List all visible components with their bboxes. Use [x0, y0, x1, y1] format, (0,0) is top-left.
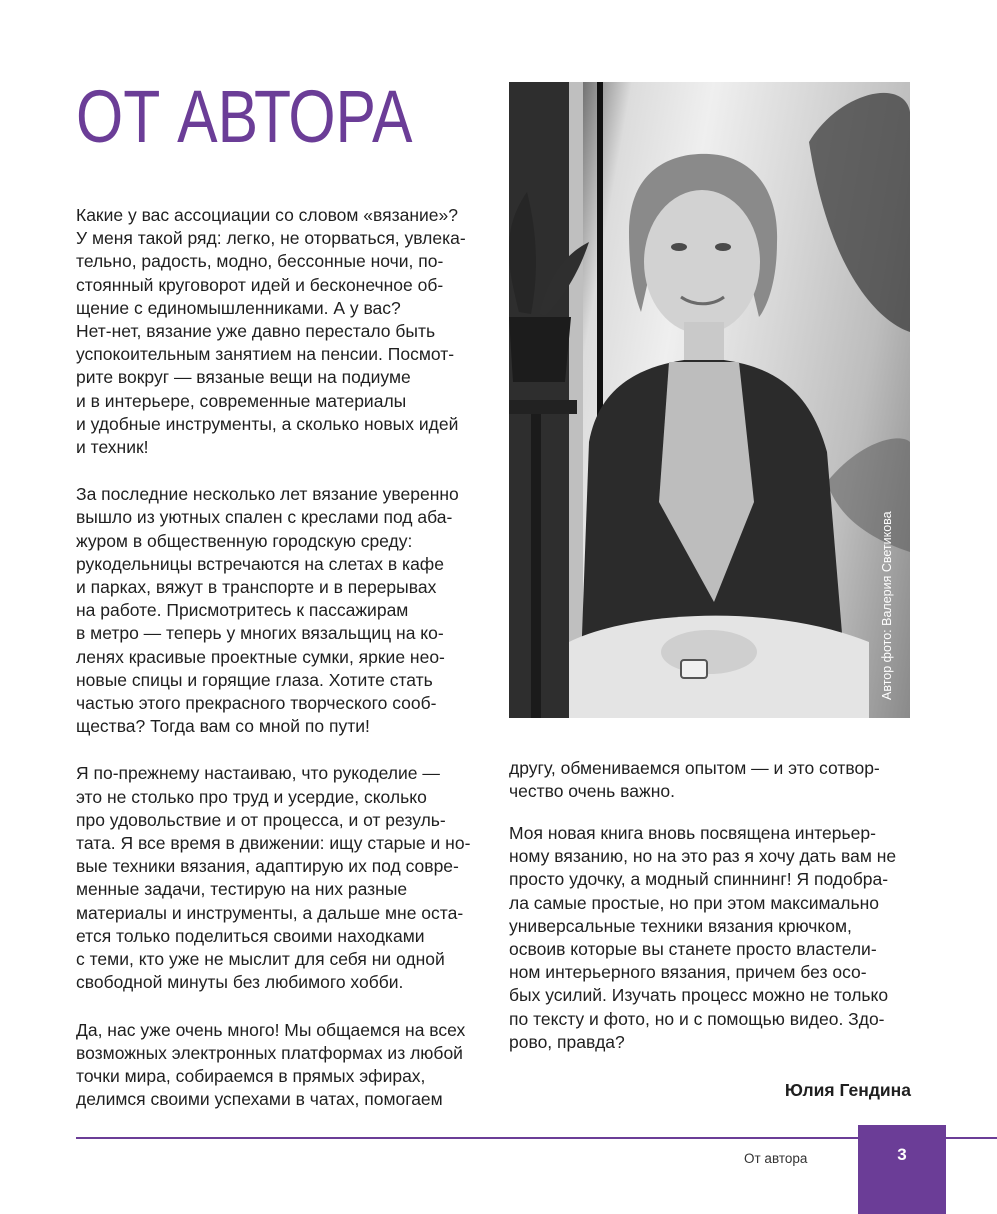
text-line: бых усилий. Изучать процесс можно не только: [509, 985, 889, 1006]
text-line: Нет-нет, вязание уже давно перестало быть: [76, 321, 436, 342]
paragraph-2: [76, 483, 492, 738]
text-line: и в интерьере, современные материалы: [76, 390, 407, 411]
text-line: щества? Тогда вам со мной по пути!: [76, 716, 370, 737]
text-line: в метро — теперь у многих вязальщиц на ко-: [76, 623, 444, 644]
text-line: про удовольствие и от процесса, и от резуль-: [76, 809, 446, 830]
text-line: свободной минуты без любимого хобби.: [76, 972, 404, 993]
paragraph-4-continued: [509, 757, 925, 803]
text-line: делимся своими успехами в чатах, помогаем: [76, 1089, 443, 1110]
text-line: стоянный круговорот идей и бесконечное об-: [76, 274, 444, 295]
page-number: 3: [897, 1145, 907, 1164]
text-line: рите вокруг — вязаные вещи на подиуме: [76, 367, 411, 388]
text-line: тата. Я все время в движении: ищу старые и но-: [76, 833, 471, 854]
author-photo: [509, 82, 910, 718]
text-line: точки мира, собираемся в прямых эфирах,: [76, 1065, 426, 1086]
text-line: журом в общественную городскую среду:: [76, 530, 413, 551]
text-line: на работе. Присмотритесь к пассажирам: [76, 600, 409, 621]
text-line: ла самые простые, но при этом максимально: [509, 892, 879, 913]
text-line: Моя новая книга вновь посвящена интерьер-: [509, 823, 876, 843]
text-line: Да, нас уже очень много! Мы общаемся на всех: [76, 1019, 466, 1040]
author-signature: Юлия Гендина: [784, 1080, 911, 1100]
text-line: менные задачи, тестирую на них разные: [76, 879, 408, 900]
footer-section-label: От автора: [744, 1151, 808, 1166]
paragraph-5: [509, 822, 925, 1054]
text-line: рукодельницы встречаются на слетах в кафе: [76, 553, 444, 574]
text-line: новые спицы и горящие глаза. Хотите стать: [76, 669, 433, 690]
paragraph-3: [76, 762, 492, 994]
text-line: успокоительным занятием на пенсии. Посмот-: [76, 344, 455, 365]
text-line: ленях красивые проектные сумки, яркие нео-: [76, 646, 445, 667]
text-line: по тексту и фото, но и с помощью видео. Здо-: [509, 1008, 885, 1029]
text-line: ному вязанию, но на это раз я хочу дать вам не: [509, 846, 897, 867]
text-line: чество очень важно.: [509, 781, 675, 802]
paragraph-1: [76, 204, 492, 459]
text-line: вые техники вязания, адаптирую их под совре-: [76, 856, 459, 877]
text-line: вышло из уютных спален с креслами под аба-: [76, 507, 453, 528]
text-line: материалы и инструменты, а дальше мне оста-: [76, 902, 464, 923]
text-line: За последние несколько лет вязание уверенно: [76, 484, 459, 505]
text-line: тельно, радость, модно, бессонные ночи, по-: [76, 251, 444, 272]
text-line: освоив которые вы станете просто властели-: [509, 939, 877, 960]
text-line: Какие у вас ассоциации со словом «вязание»?: [76, 205, 459, 225]
text-line: ном интерьерного вязания, причем без осо-: [509, 962, 867, 983]
paragraph-4: [76, 1019, 492, 1112]
text-line: рово, правда?: [509, 1031, 625, 1052]
author-photo-illustration: [509, 82, 910, 718]
text-line: другу, обмениваемся опытом — и это сотвор-: [509, 758, 880, 778]
left-column: [76, 204, 492, 1135]
page-title: ОТ АВТОРА: [76, 75, 413, 158]
text-line: У меня такой ряд: легко, не оторваться, увлека-: [76, 228, 466, 249]
text-line: и парках, вяжут в транспорте и в перерывах: [76, 577, 437, 598]
text-line: это не столько про труд и усердие, сколько: [76, 786, 427, 807]
text-line: частью этого прекрасного творческого сооб-: [76, 693, 437, 714]
text-line: Я по-прежнему настаиваю, что рукоделие —: [76, 763, 440, 784]
text-line: и техник!: [76, 437, 149, 458]
text-line: универсальные техники вязания крючком,: [509, 915, 852, 936]
text-line: ется только поделиться своими находками: [76, 925, 425, 946]
photo-credit: Автор фото: Валерия Светикова: [880, 511, 894, 700]
page-number-box: [858, 1125, 946, 1214]
text-line: возможных электронных платформах из любой: [76, 1042, 463, 1063]
text-line: и удобные инструменты, а сколько новых идей: [76, 413, 459, 434]
right-column-continuation: [509, 757, 925, 827]
right-column: [509, 822, 925, 1078]
text-line: щение с единомышленниками. А у вас?: [76, 297, 401, 318]
text-line: с теми, кто уже не мыслит для себя ни одной: [76, 949, 445, 970]
text-line: просто удочку, а модный спиннинг! Я подобра-: [509, 869, 889, 890]
